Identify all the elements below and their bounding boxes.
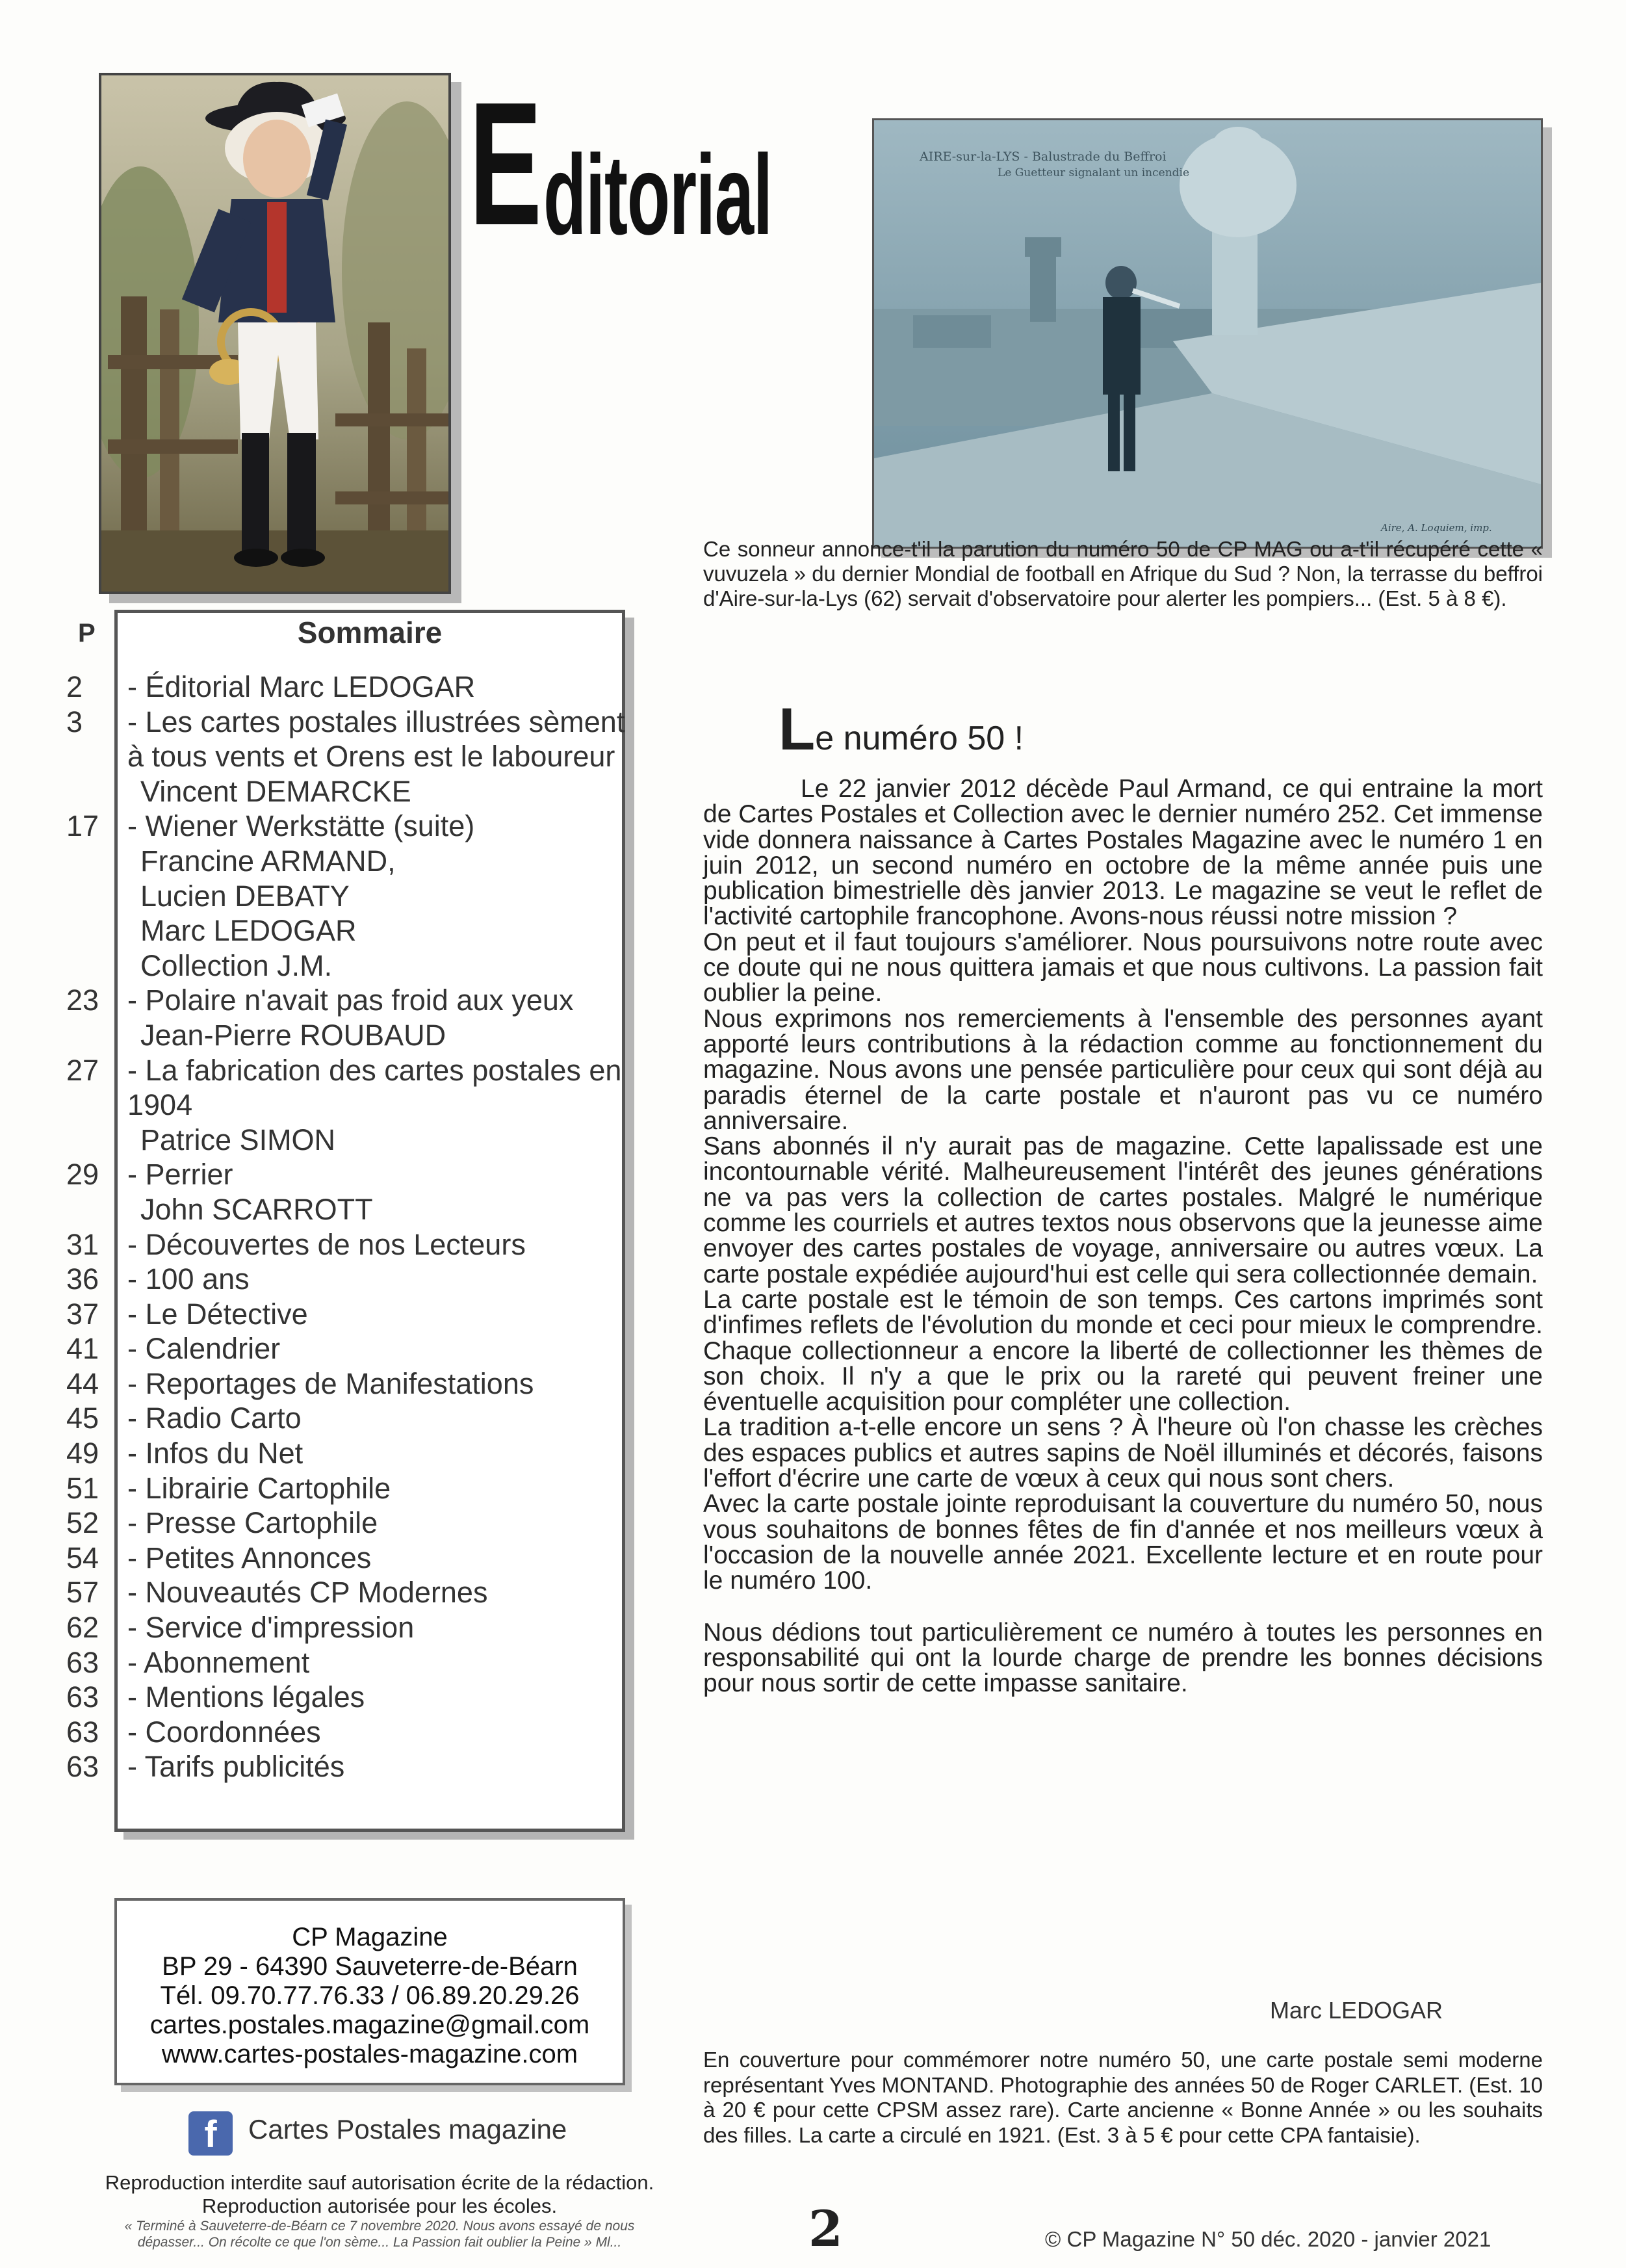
toc-item-page: 36: [66, 1262, 99, 1296]
toc-item[interactable]: [66, 705, 632, 809]
reproduction-quote: [94, 2218, 665, 2250]
toc-item[interactable]: [66, 1366, 632, 1401]
article-title-initial: L: [779, 696, 816, 763]
toc-item[interactable]: [66, 1541, 632, 1576]
toc-item[interactable]: [66, 1436, 632, 1471]
reproduction-quote-line-1: « Terminé à Sauveterre-de-Béarn ce 7 novembre 2020. Nous avons essayé de nous: [124, 2219, 635, 2234]
toc-item-title: - Mentions légales: [127, 1680, 365, 1714]
toc-item-page: 23: [66, 984, 99, 1017]
reproduction-line-2: Reproduction autorisée pour les écoles.: [201, 2195, 558, 2217]
article-body: [703, 776, 1543, 1696]
toc-item[interactable]: [66, 1157, 632, 1227]
toc-item[interactable]: [66, 1610, 632, 1645]
contact-phone: Tél. 09.70.77.76.33 / 06.89.20.29.26: [160, 1981, 580, 2010]
article-signature: Marc LEDOGAR: [1269, 1997, 1443, 2024]
table-of-contents: [66, 670, 632, 1784]
toc-item-page: 45: [66, 1401, 99, 1435]
sommaire-title: Sommaire: [297, 616, 443, 649]
toc-item-page: 37: [66, 1297, 99, 1331]
photo-caption-text: Ce sonneur annonce-t'il la parution du numéro 50 de CP MAG ou a-t'il récupéré cette « vuvuzela » du dernier Mondial de football en Afrique du Sud ? Non, la terrasse du beffroi d'Aire-sur-la-Lys (62) servait d'observatoire pour alerter les pompiers... (Est. 5 à 8 €).: [703, 537, 1543, 610]
editorial-title-rest: ditorial: [543, 132, 772, 259]
toc-item[interactable]: [66, 1401, 632, 1436]
toc-item[interactable]: [66, 1645, 632, 1680]
toc-item[interactable]: [66, 1749, 632, 1784]
toc-item[interactable]: [66, 983, 632, 1052]
toc-item[interactable]: [66, 670, 632, 705]
article-paragraph: La tradition a-t-elle encore un sens ? À l'heure où l'on chasse les crèches des espaces publics et autres sapins de Noël illuminés et décorés, faisons l'effort d'écrire une carte de vœux à ceux qui nous sont chers.: [703, 1413, 1543, 1493]
contact-email[interactable]: cartes.postales.magazine@gmail.com: [149, 2011, 590, 2039]
cover-note-text: En couverture pour commémorer notre numéro 50, une carte postale semi moderne représentant Yves MONTAND. Photographie des années 50 de Roger CARLET. (Est. 10 à 20 € pour cette CPSM assez rare). Carte ancienne « Bonne Année » ou les souhaits des filles. La carte a circulé en 1921. (Est. 3 à 5 € pour cette CPA fantaisie).: [703, 2048, 1543, 2147]
cover-note: [703, 2048, 1543, 2148]
article-title-rest: e numéro 50 !: [815, 720, 1024, 757]
toc-item[interactable]: [66, 809, 632, 983]
toc-item[interactable]: [66, 1297, 632, 1332]
toc-item-title: - Abonnement: [127, 1645, 310, 1679]
toc-item-page: 2: [66, 670, 83, 703]
toc-item[interactable]: [66, 1715, 632, 1750]
toc-item[interactable]: [66, 1505, 632, 1541]
toc-item-page: 63: [66, 1715, 99, 1749]
toc-item-page: 41: [66, 1332, 99, 1366]
toc-item-title: - Service d'impression: [127, 1611, 415, 1645]
article-paragraph: Nous dédions tout particulièrement ce numéro à toutes les personnes en responsabilité qui ont la lourde charge de prendre les bonnes décisions pour nous sortir de cette impasse sanitaire.: [703, 1618, 1543, 1698]
belfry-illustration: [874, 120, 1541, 547]
toc-item-page: 51: [66, 1471, 99, 1505]
reproduction-quote-line-2: dépasser... On récolte ce que l'on sème... La Passion fait oublier la Peine » Ml...: [137, 2235, 622, 2250]
article-paragraph: On peut et il faut toujours s'améliorer. Nous poursuivons notre route avec ce doute qui ne nous quittera jamais et que nous cultivons. La passion fait oublier la peine.: [703, 928, 1543, 1008]
toc-item-author: Patrice SIMON: [140, 1123, 336, 1156]
photo-costumed-child: [99, 73, 451, 594]
facebook-label[interactable]: Cartes Postales magazine: [248, 2114, 567, 2144]
toc-item-author: Marc LEDOGAR: [140, 914, 357, 948]
toc-item-title: - Librairie Cartophile: [127, 1471, 391, 1505]
toc-item-page: 3: [66, 705, 83, 738]
toc-item-title: - 100 ans: [127, 1262, 250, 1296]
issue-footer: © CP Magazine N° 50 déc. 2020 - janvier 2021: [1045, 2227, 1491, 2251]
page-number: 2: [808, 2200, 843, 2258]
toc-item-title: - Infos du Net: [127, 1437, 303, 1470]
postcard-credit: Aire, A. Loquiem, imp.: [1381, 522, 1492, 534]
toc-item-title: - Le Détective: [127, 1297, 308, 1331]
editorial-title: [469, 66, 833, 262]
toc-item-page: 49: [66, 1437, 99, 1470]
toc-item-title: - Radio Carto: [127, 1401, 302, 1435]
sommaire-page-column-label: P: [78, 619, 96, 647]
toc-item[interactable]: [66, 1680, 632, 1715]
article-paragraph: Avec la carte postale jointe reproduisant la couverture du numéro 50, nous vous souhaitons de bonnes fêtes de fin d'année et nos meilleurs vœux à l'occasion de la nouvelle année 2021. Excellente lecture et en route pour le numéro 100.: [703, 1490, 1543, 1595]
toc-item[interactable]: [66, 1575, 632, 1610]
article-paragraph: La carte postale est le témoin de son temps. Ces cartons imprimés sont d'infimes reflets de l'évolution du monde et ceci pour mieux le comprendre. Chaque collectionneur a encore la liberté de collectionner les thèmes de son choix. Il n'y a que le prix ou la rareté qui peuvent freiner une éventuelle acquisition pour compléter une collection.: [703, 1285, 1543, 1416]
toc-item-author: John SCARROTT: [140, 1192, 373, 1226]
toc-item-page: 57: [66, 1576, 99, 1610]
postcard-label-line2: Le Guetteur signalant un incendie: [998, 166, 1190, 179]
toc-item-page: 31: [66, 1227, 99, 1261]
toc-item-page: 63: [66, 1645, 99, 1679]
toc-item-title: - Nouveautés CP Modernes: [127, 1576, 488, 1610]
article-paragraph: Le 22 janvier 2012 décède Paul Armand, ce qui entraine la mort de Cartes Postales et Collection avec le dernier numéro 252. Cet immense vide donnera naissance à Cartes Postales Magazine avec le numéro 1 en juin 2012, un second numéro en octobre de la même année puis une publication bimestrielle dès janvier 2013. Le magazine se veut le reflet de l'activité cartophile francophone. Avons-nous réussi notre mission ?: [703, 775, 1543, 931]
contact-info: [114, 1923, 625, 2069]
toc-item-title: - Reportages de Manifestations: [127, 1366, 534, 1400]
toc-item[interactable]: [66, 1262, 632, 1297]
toc-item-title: - Petites Annonces: [127, 1541, 372, 1574]
toc-item-page: 29: [66, 1158, 99, 1192]
toc-item-page: 27: [66, 1053, 99, 1087]
article-title: [779, 696, 1024, 764]
toc-item-title: - Éditorial Marc LEDOGAR: [127, 670, 476, 703]
postcard-label-line1: AIRE-sur-la-LYS - Balustrade du Beffroi: [920, 150, 1167, 164]
toc-item-page: 17: [66, 809, 99, 843]
toc-item-title: - Presse Cartophile: [127, 1506, 378, 1540]
toc-item-author: Jean-Pierre ROUBAUD: [140, 1018, 446, 1052]
toc-item-page: 52: [66, 1506, 99, 1540]
toc-item[interactable]: [66, 1471, 632, 1506]
toc-item-title: - Polaire n'avait pas froid aux yeux: [127, 984, 574, 1017]
toc-item[interactable]: [66, 1053, 632, 1158]
toc-item-title: - Calendrier: [127, 1332, 281, 1366]
toc-item-author: Collection J.M.: [140, 948, 333, 982]
reproduction-line-1: Reproduction interdite sauf autorisation écrite de la rédaction.: [105, 2171, 654, 2194]
toc-item-title: - Perrier: [127, 1158, 233, 1192]
toc-item-title: - La fabrication des cartes postales en 1904: [127, 1053, 622, 1122]
toc-item-title: - Découvertes de nos Lecteurs: [127, 1227, 526, 1261]
toc-item-page: 63: [66, 1680, 99, 1714]
article-paragraph: Nous exprimons nos remerciements à l'ensemble des personnes ayant apporté leurs contributions à la rédaction comme au fonctionnement du magazine. Nous avons une pensée particulière pour ceux qui sont déjà au paradis éternel de la carte postale et n'auront pas vu ce numéro anniversaire.: [703, 1004, 1543, 1135]
contact-website[interactable]: www.cartes-postales-magazine.com: [161, 2040, 578, 2068]
contact-name: CP Magazine: [292, 1923, 448, 1951]
editorial-title-initial: E: [469, 66, 541, 262]
toc-item-page: 62: [66, 1611, 99, 1645]
toc-item-author: Vincent DEMARCKE: [140, 774, 411, 808]
article-paragraph: Sans abonnés il n'y aurait pas de magazine. Cette lapalissade est une incontournable vérité. Malheureusement l'intérêt des jeunes générations ne va pas vers la collection de cartes postales. Malgré le numérique comme les courriels et autres textos nous observons que la jeunesse aime envoyer des cartes postales de voyage, anniversaire ou autres vœux. La carte postale expédiée aujourd'hui est celle qui sera collectionnée demain.: [703, 1132, 1543, 1288]
toc-item-title: - Les cartes postales illustrées sèment à tous vents et Orens est le laboureur: [127, 705, 625, 774]
toc-item-page: 54: [66, 1541, 99, 1574]
toc-item-page: 44: [66, 1366, 99, 1400]
photo-caption: [703, 537, 1543, 611]
photo-belfry-postcard: [872, 118, 1543, 549]
child-illustration: [101, 75, 448, 592]
contact-address: BP 29 - 64390 Sauveterre-de-Béarn: [162, 1952, 578, 1981]
toc-item-title: - Coordonnées: [127, 1715, 321, 1749]
toc-item-author: Lucien DEBATY: [140, 879, 350, 913]
facebook-icon[interactable]: f: [188, 2111, 233, 2156]
toc-item-page: 63: [66, 1750, 99, 1784]
toc-item-author: Francine ARMAND,: [140, 844, 396, 878]
toc-item-title: - Wiener Werkstätte (suite): [127, 809, 475, 843]
toc-item-title: - Tarifs publicités: [127, 1750, 345, 1784]
toc-item[interactable]: [66, 1227, 632, 1262]
reproduction-notice: [94, 2171, 665, 2218]
toc-item[interactable]: [66, 1331, 632, 1366]
